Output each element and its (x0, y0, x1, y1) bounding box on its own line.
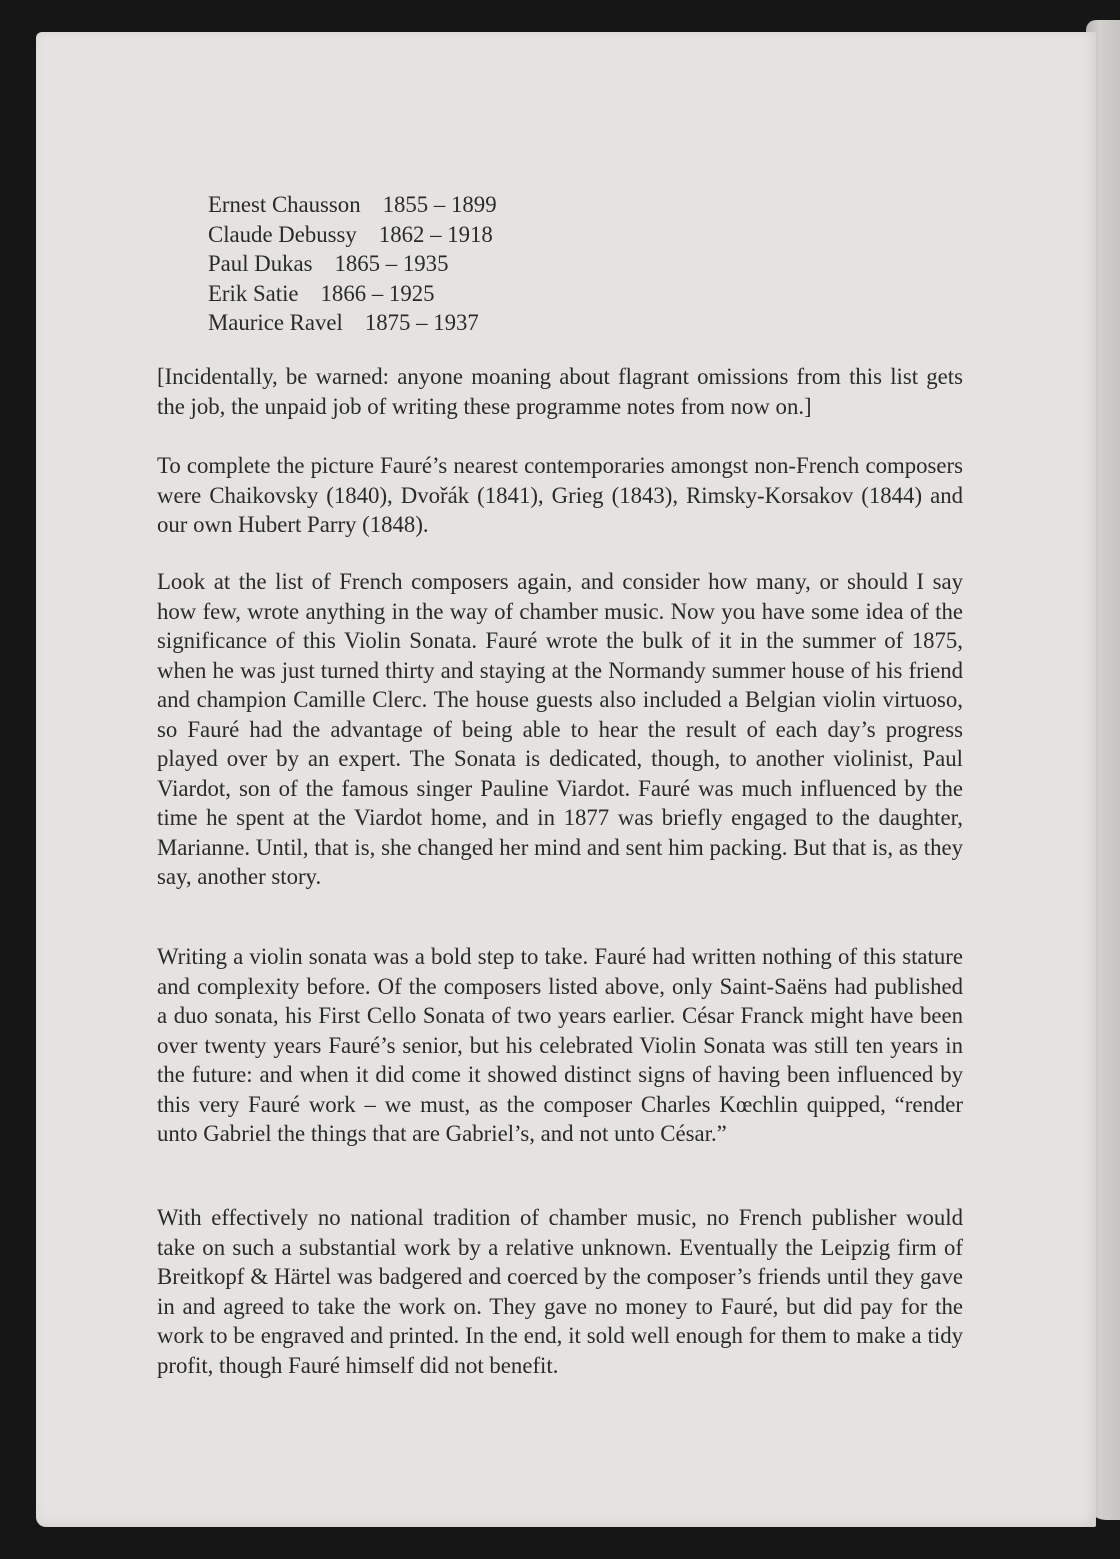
composer-entry (208, 190, 497, 220)
composer-name: Paul Dukas (208, 251, 313, 276)
composer-entry (208, 220, 497, 250)
composer-dates: 1866 – 1925 (320, 280, 435, 306)
composer-entry (208, 279, 497, 309)
composer-name: Maurice Ravel (208, 310, 343, 335)
composer-entry (208, 249, 497, 279)
paragraph-sonata-history: Look at the list of French composers again, and consider how many, or should I say how few, wrote anything in the way of chamber music. Now you have some idea of the significance of this Violin Sonata. Fauré wrote the bulk of it in the summer of 1875, when he was just turned thirty and staying at the Normandy summer house of his friend and champion Camille Clerc. The house guests also included a Belgian violin virtuoso, so Fauré had the advantage of being able to hear the result of each day’s progress played over by an expert. The Sonata is dedicated, though, to another violinist, Paul Viardot, son of the famous singer Pauline Viardot. Fauré was much influenced by the time he spent at the Viardot home, and in 1877 was briefly engaged to the daughter, Marianne. Until, that is, she changed her mind and sent him packing. But that is, as they say, another story. (157, 569, 963, 889)
paragraph-contemporaries: To complete the picture Fauré’s nearest contemporaries amongst non-French composers were Chaikovsky (1840), Dvořák (1841), Grieg (1843), Rimsky-Korsakov (1844) and our own Hubert Parry (1848). (157, 453, 963, 537)
composer-name: Ernest Chausson (208, 192, 361, 217)
composer-name: Erik Satie (208, 280, 299, 306)
composer-dates: 1875 – 1937 (364, 310, 479, 335)
composer-dates: 1865 – 1935 (334, 251, 449, 276)
paragraph-omissions-note: [Incidentally, be warned: anyone moaning about flagrant omissions from this list gets the job, the unpaid job of writing these programme notes from now on.] (157, 364, 963, 419)
composer-name: Claude Debussy (208, 221, 357, 247)
composer-dates: 1855 – 1899 (382, 192, 497, 217)
composer-entry (208, 308, 497, 338)
composer-dates: 1862 – 1918 (378, 221, 493, 247)
paragraph-bold-step: Writing a violin sonata was a bold step to take. Fauré had written nothing of this stature and complexity before. Of the composers listed above, only Saint-Saëns had published a duo sonata, his First Cello Sonata of two years earlier. César Franck might have been over twenty years Fauré’s senior, but his celebrated Violin Sonata was still ten years in the future: and when it did come it showed distinct signs of having been influenced by this very Fauré work – we must, as the composer Charles Kœchlin quipped, “render unto Gabriel the things that are Gabriel’s, and not unto César.” (157, 944, 963, 1146)
paragraph-publisher: With effectively no national tradition of chamber music, no French publisher would take on such a substantial work by a relative unknown. Eventually the Leipzig firm of Breitkopf & Härtel was badgered and coerced by the composer’s friends until they gave in and agreed to take the work on. They gave no money to Fauré, but did pay for the work to be engraved and printed. In the end, it sold well enough for them to make a tidy profit, though Fauré himself did not benefit. (157, 1205, 963, 1378)
composer-list (208, 190, 497, 338)
